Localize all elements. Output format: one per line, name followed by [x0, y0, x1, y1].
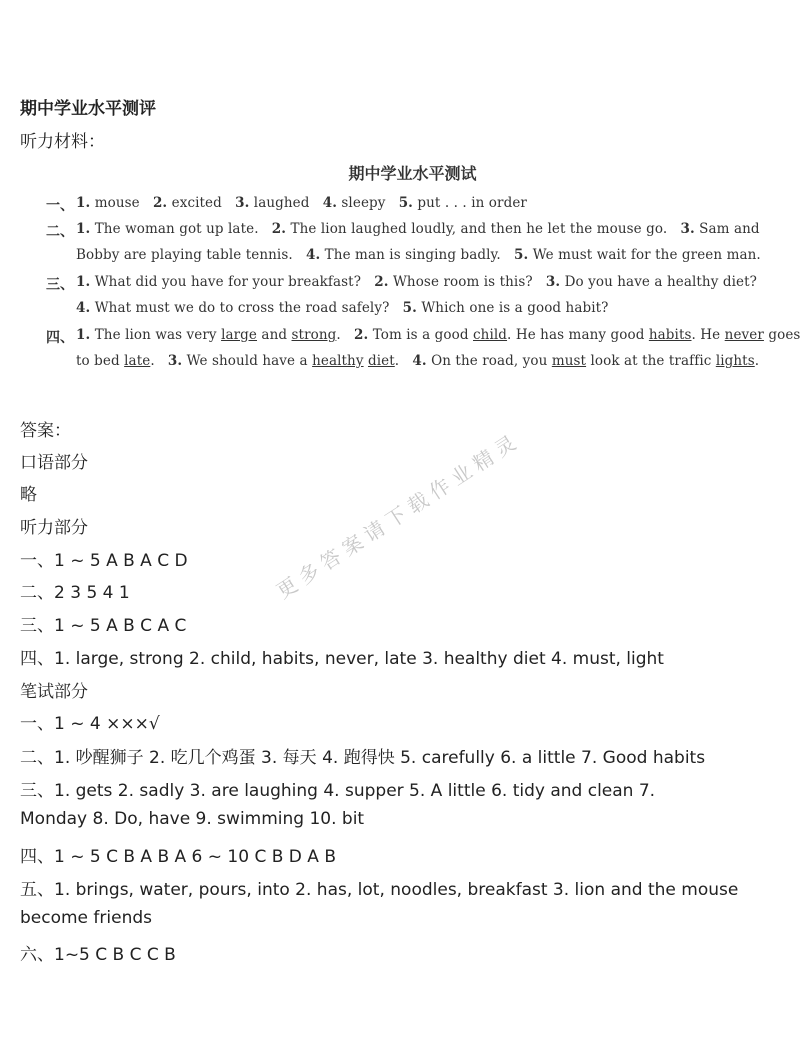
underlined-word: strong: [291, 327, 337, 343]
item-number: 3.: [167, 353, 183, 369]
item-text: The woman got up late.: [94, 221, 259, 237]
section-4-label: 四、: [46, 330, 74, 346]
item-text: What must we do to cross the road safely?: [94, 300, 390, 316]
item-text: Bobby are playing table tennis.: [76, 247, 293, 263]
underlined-word: must: [551, 353, 587, 369]
section-1-label: 一、: [46, 198, 74, 214]
written-answer-6: 六、1~5 C B C C B: [20, 945, 176, 965]
written-answer-4: 四、1 ~ 5 C B A B A 6 ~ 10 C B D A B: [20, 847, 336, 867]
section-3-line-1: [76, 274, 757, 290]
scan-title: 期中学业水平测试: [348, 164, 477, 183]
item-number: 1.: [76, 327, 91, 343]
item-text: The lion laughed loudly, and then he let the mouse go.: [290, 221, 668, 237]
punctuation: .: [336, 327, 341, 343]
item-number: 3.: [545, 274, 561, 290]
item-text: . He has many good: [507, 327, 645, 343]
underlined-word: habits: [648, 327, 692, 343]
item-number: 4.: [76, 300, 91, 316]
item-text: goes: [768, 327, 800, 343]
item-text: . He: [691, 327, 721, 343]
underlined-word: large: [221, 327, 258, 343]
item-number: 5.: [514, 247, 529, 263]
section-4-line-2: [76, 353, 759, 369]
underlined-word: late: [124, 353, 151, 369]
item-number: 4.: [322, 195, 337, 211]
oral-section-value: 略: [20, 485, 37, 505]
page-title: 期中学业水平测评: [20, 99, 156, 119]
item-number: 4.: [412, 353, 427, 369]
listening-answer-4: 四、1. large, strong 2. child, habits, never, late 3. healthy diet 4. must, light: [20, 649, 664, 669]
item-text: sleepy: [341, 195, 386, 211]
section-4-line-1: [76, 327, 800, 343]
punctuation: .: [394, 353, 400, 369]
item-text: excited: [171, 195, 222, 211]
item-text: Sam and: [699, 221, 760, 237]
listening-answer-2: 二、2 3 5 4 1: [20, 583, 130, 603]
oral-section-label: 口语部分: [20, 453, 88, 473]
underlined-word: healthy: [312, 353, 364, 369]
item-number: 3.: [680, 221, 695, 237]
written-section-label: 笔试部分: [20, 682, 88, 702]
item-text: Whose room is this?: [392, 274, 533, 290]
watermark: 更多答案请下载作业精灵: [272, 427, 526, 604]
section-2-line-2: [76, 247, 761, 263]
section-3-line-2: [76, 300, 609, 316]
item-text: We must wait for the green man.: [532, 247, 761, 263]
item-number: 1.: [76, 274, 91, 290]
item-number: 1.: [76, 221, 91, 237]
item-text: Tom is a good: [372, 327, 469, 343]
item-number: 2.: [374, 274, 389, 290]
section-2-line-1: [76, 221, 760, 237]
scanned-listening-material: [40, 150, 800, 380]
item-text: mouse: [94, 195, 140, 211]
underlined-word: lights: [715, 353, 755, 369]
written-answer-1: 一、1 ~ 4 ×××√: [20, 714, 160, 734]
item-number: 2.: [271, 221, 287, 237]
punctuation: .: [754, 353, 760, 369]
written-answer-3: 三、1. gets 2. sadly 3. are laughing 4. supper 5. A little 6. tidy and clean 7.: [20, 781, 656, 801]
written-answer-3-continued: Monday 8. Do, have 9. swimming 10. bit: [20, 809, 365, 829]
listening-answer-3: 三、1 ~ 5 A B C A C: [20, 616, 187, 636]
item-text: Which one is a good habit?: [421, 300, 609, 316]
underlined-word: child: [473, 327, 508, 343]
underlined-word: never: [724, 327, 764, 343]
item-number: 4.: [305, 247, 321, 263]
listening-material-label: 听力材料：: [20, 132, 105, 152]
written-answer-5-continued: become friends: [20, 908, 152, 928]
listening-answer-1: 一、1 ~ 5 A B A C D: [20, 551, 188, 571]
section-3-label: 三、: [46, 277, 74, 293]
written-answer-2: 二、1. 吵醒狮子 2. 吃几个鸡蛋 3. 每天 4. 跑得快 5. carefully 6. a little 7. Good habits: [20, 748, 706, 768]
answers-label: 答案：: [20, 421, 71, 441]
section-1-line: [76, 195, 527, 211]
item-number: 5.: [398, 195, 413, 211]
item-text: put . . . in order: [417, 195, 527, 211]
item-number: 2.: [152, 195, 168, 211]
item-number: 2.: [353, 327, 369, 343]
item-text: and: [261, 327, 288, 343]
item-text: What did you have for your breakfast?: [94, 274, 362, 290]
item-text: laughed: [253, 195, 310, 211]
punctuation: .: [150, 353, 155, 369]
underlined-word: diet: [367, 353, 395, 369]
item-text: to bed: [76, 353, 120, 369]
item-text: The lion was very: [94, 327, 217, 343]
written-answer-5: 五、1. brings, water, pours, into 2. has, lot, noodles, breakfast 3. lion and the mouse: [20, 880, 739, 900]
item-text: Do you have a healthy diet?: [564, 274, 757, 290]
item-number: 1.: [76, 195, 91, 211]
item-number: 5.: [402, 300, 417, 316]
item-text: We should have a: [186, 353, 308, 369]
item-text: On the road, you: [431, 353, 548, 369]
item-text: The man is singing badly.: [324, 247, 501, 263]
listening-section-label: 听力部分: [20, 518, 88, 538]
item-text: look at the traffic: [590, 353, 712, 369]
item-number: 3.: [235, 195, 250, 211]
section-2-label: 二、: [46, 224, 74, 240]
